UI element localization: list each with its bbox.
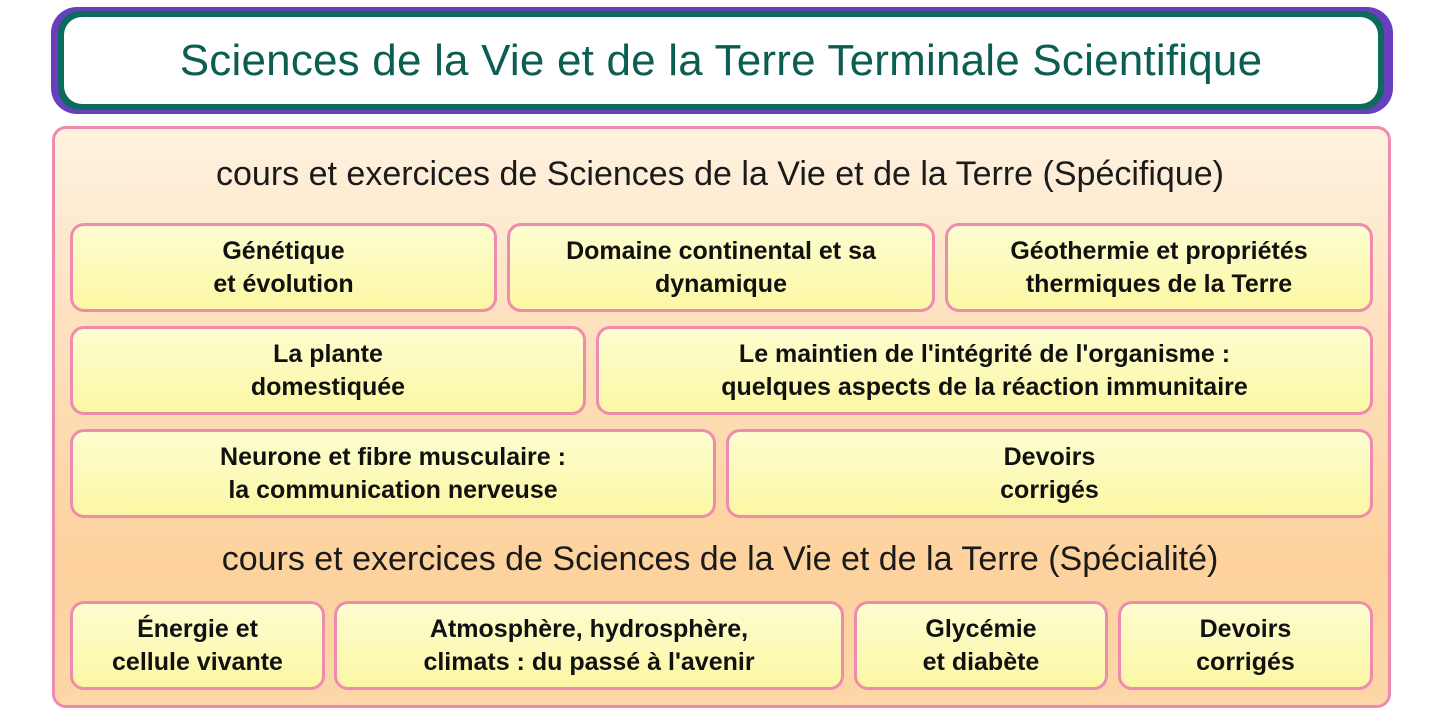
course-link-communication-nerveuse[interactable] [70, 429, 716, 518]
header-banner [51, 7, 1393, 114]
course-link-devoirs-corriges-specifique[interactable] [726, 429, 1373, 518]
course-link-devoirs-corriges-specialite[interactable] [1118, 601, 1373, 690]
course-link-genetique-evolution[interactable] [70, 223, 497, 312]
course-link-label: Le maintien de l'intégrité de l'organisme : quelques aspects de la réaction immunitaire [721, 339, 1248, 401]
page-title: Sciences de la Vie et de la Terre Terminale Scientifique [179, 35, 1263, 85]
course-link-label: Neurone et fibre musculaire : la communication nerveuse [220, 442, 566, 504]
course-link-glycemie-diabete[interactable] [854, 601, 1108, 690]
course-link-geothermie[interactable] [945, 223, 1373, 312]
section-heading-specialite: cours et exercices de Sciences de la Vie et de la Terre (Spécialité) [221, 540, 1219, 578]
header-box [64, 17, 1378, 104]
course-link-domaine-continental[interactable] [507, 223, 935, 312]
course-link-plante-domestiquee[interactable] [70, 326, 586, 415]
course-link-label: Génétique et évolution [213, 236, 354, 298]
course-link-label: Devoirs corrigés [1000, 442, 1099, 504]
course-link-label: Glycémie et diabète [922, 614, 1040, 676]
course-link-reaction-immunitaire[interactable] [596, 326, 1373, 415]
header-border [58, 11, 1384, 110]
course-link-label: Géothermie et propriétés thermiques de la Terre [1010, 236, 1308, 298]
course-link-label: La plante domestiquée [250, 339, 406, 401]
course-link-label: Atmosphère, hydrosphère, climats : du passé à l'avenir [423, 614, 755, 676]
section-heading-specifique: cours et exercices de Sciences de la Vie et de la Terre (Spécifique) [216, 155, 1224, 193]
course-link-label: Domaine continental et sa dynamique [566, 236, 876, 298]
course-link-energie-cellule[interactable] [70, 601, 325, 690]
course-link-atmosphere-climats[interactable] [334, 601, 844, 690]
course-link-label: Énergie et cellule vivante [112, 614, 283, 676]
course-link-label: Devoirs corrigés [1196, 614, 1295, 676]
